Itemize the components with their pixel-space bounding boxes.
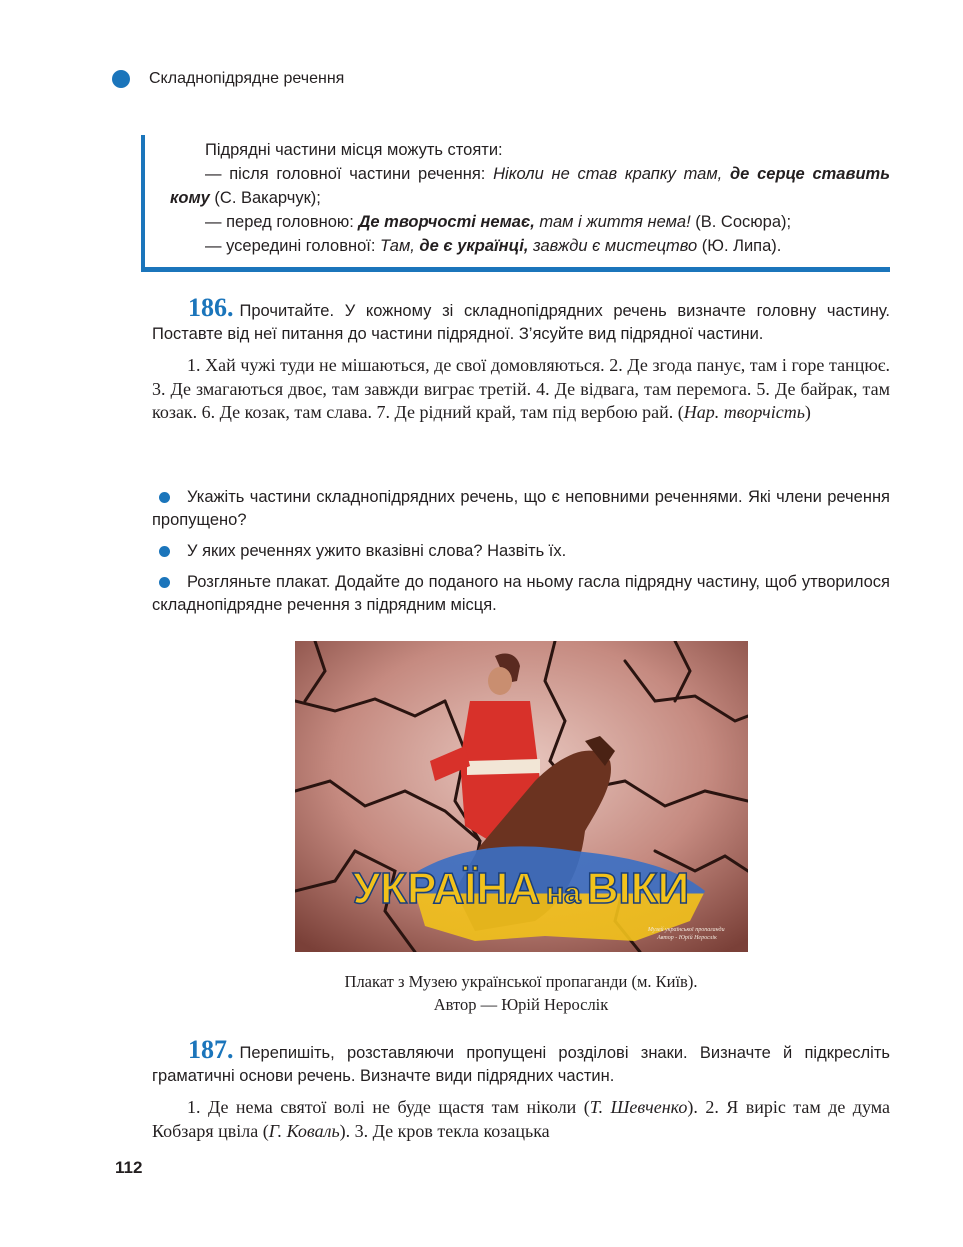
bullet-icon [159, 577, 170, 588]
rule-intro: Підрядні частини місця можуть стояти: [205, 141, 503, 159]
rule-item-3: — усередині головної: Там, де є українці, завжди є мистецтво (Ю. Липа). [205, 237, 782, 255]
poster-caption [152, 970, 890, 1016]
exercise-186-task: 186. Прочитайте. У кожному зі складнопідрядних речень визначте головну частину. Поставте від неї питання до частини підрядної. З’ясуйте вид підрядної частини. [152, 293, 890, 343]
poster-signature: Музей української пропаганди Автор - Юрій Нерослік [647, 927, 725, 941]
rule-text [170, 138, 890, 258]
rule-box [141, 135, 890, 272]
header-title: Складнопідрядне речення [149, 70, 345, 87]
running-header [112, 70, 344, 88]
header-bullet-icon [112, 70, 130, 88]
exercise-187-text: 1. Де нема святої волі не буде щастя там ніколи (Т. Шевченко). 2. Я виріс там де дума Кобзаря цвіла (Г. Коваль). 3. Де кров текла козацька [152, 1097, 890, 1141]
list-item: У яких реченнях ужито вказівні слова? Назвіть їх. [152, 540, 890, 563]
rule-item-2: — перед головною: Де творчості немає, там і життя нема! (В. Сосюра); [205, 213, 792, 231]
caption-line-1: Плакат з Музею української пропаганди (м. Київ). [344, 972, 698, 991]
exercise-187-task: 187. Перепишіть, розставляючи пропущені розділові знаки. Визначте й підкресліть граматичні основи речень. Визначте види підрядних частин. [152, 1035, 890, 1085]
caption-line-2: Автор — Юрій Нерослік [433, 995, 609, 1014]
poster-image [295, 641, 748, 952]
list-item: Укажіть частини складнопідрядних речень, що є неповними реченнями. Які члени речення пропущено? [152, 488, 890, 529]
bullet-icon [159, 492, 170, 503]
exercise-number: 186. [188, 293, 234, 322]
bullet-icon [159, 546, 170, 557]
rule-item-1: — після головної частини речення: Ніколи не став крапку там, де серце ставить кому (С. Вакарчук); [170, 165, 890, 207]
exercise-186 [152, 293, 890, 425]
bullet-list [152, 486, 890, 625]
list-item: Розгляньте плакат. Додайте до поданого на ньому гасла підрядну частину, щоб утворилося складнопідрядне речення з підрядним місця. [152, 573, 890, 614]
rule-bottom-bar [141, 267, 890, 272]
rule-left-bar [141, 135, 145, 272]
exercise-186-text: 1. Хай чужі туди не мішаються, де свої домовляються. 2. Де згода панує, там і горе танцює. 3. Де змагаються двоє, там завжди виграє третій. 4. Де відвага, там перемога. 5. Де байрак, там козак. 6. Де козак, там слава. 7. Де рідний край, там під вербою рай. (Нар. творчість) [152, 355, 890, 422]
exercise-187 [152, 1035, 890, 1143]
page-number: 112 [115, 1158, 143, 1177]
poster-slogan: УКРАЇНА на ВІКИ [352, 864, 690, 913]
exercise-number: 187. [188, 1035, 234, 1064]
